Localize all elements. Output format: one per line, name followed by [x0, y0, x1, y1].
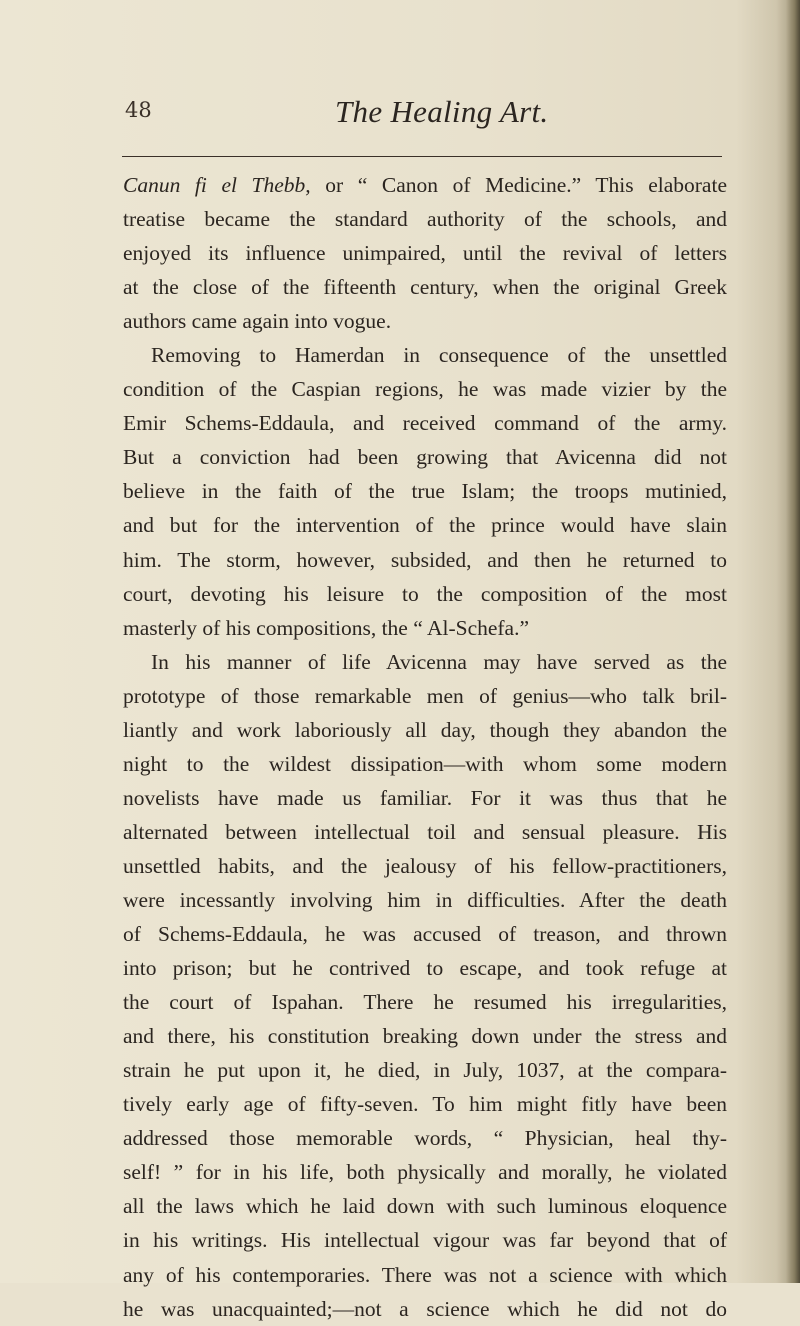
text-line [123, 508, 727, 542]
text-line [123, 1019, 727, 1053]
line-text: condition of the Caspian regions, he was made vizier by the [123, 377, 727, 402]
line-text: enjoyed its influence unimpaired, until the revival of letters [123, 241, 727, 266]
text-line [123, 338, 727, 372]
text-line [123, 577, 727, 611]
text-line [123, 168, 727, 202]
line-text: of Schems-Eddaula, he was accused of treason, and thrown [123, 922, 727, 947]
line-text: him. The storm, however, subsided, and then he returned to [123, 547, 727, 572]
text-line [123, 440, 727, 474]
text-line [123, 236, 727, 270]
text-line [123, 1223, 727, 1257]
text-line [123, 406, 727, 440]
text-line [123, 679, 727, 713]
text-line [123, 917, 727, 951]
text-line [123, 474, 727, 508]
italic-title: Canun fi el Thebb, [123, 173, 311, 197]
line-text: masterly of his compositions, the “ Al-Schefa.” [123, 615, 530, 640]
line-text: any of his contemporaries. There was not a science with which [123, 1262, 727, 1287]
line-text: in his writings. His intellectual vigour was far beyond that of [123, 1228, 727, 1253]
line-text: believe in the faith of the true Islam; the troops mutinied, [123, 479, 727, 504]
line-text: and but for the intervention of the prince would have slain [123, 513, 727, 538]
text-line [123, 883, 727, 917]
line-text: into prison; but he contrived to escape, and took refuge at [123, 956, 727, 981]
text-line [123, 713, 727, 747]
text-line [123, 849, 727, 883]
line-text: Emir Schems-Eddaula, and received command of the army. [123, 411, 727, 436]
line-text: treatise became the standard authority of the schools, and [123, 207, 727, 232]
text-line [123, 1189, 727, 1223]
text-line [123, 781, 727, 815]
line-text: strain he put upon it, he died, in July, 1037, at the compara- [123, 1058, 727, 1083]
line-text: liantly and work laboriously all day, though they abandon the [123, 717, 727, 742]
text-line [123, 815, 727, 849]
text-line [123, 372, 727, 406]
line-text: or “ Canon of Medicine.” This elaborate [310, 173, 727, 197]
line-text: prototype of those remarkable men of genius—who talk bril- [123, 683, 727, 708]
text-line [123, 645, 727, 679]
text-line [123, 951, 727, 985]
text-line [123, 1258, 727, 1292]
text-line [123, 270, 727, 304]
line-text: unsettled habits, and the jealousy of his fellow-practitioners, [123, 853, 727, 878]
text-line [123, 1121, 727, 1155]
text-line [123, 611, 727, 645]
text-line [123, 1087, 727, 1121]
line-text: night to the wildest dissipation—with whom some modern [123, 751, 727, 776]
page-header [125, 94, 725, 138]
line-text: tively early age of fifty-seven. To him might fitly have been [123, 1092, 727, 1117]
line-text: addressed those memorable words, “ Physician, heal thy- [123, 1126, 727, 1151]
header-rule [122, 156, 722, 157]
text-line [123, 1053, 727, 1087]
running-title: The Healing Art. [335, 94, 549, 129]
text-line [123, 985, 727, 1019]
page-number: 48 [125, 98, 152, 122]
line-text: In his manner of life Avicenna may have served as the [151, 649, 727, 674]
line-text: self! ” for in his life, both physically and morally, he violated [123, 1160, 727, 1185]
body-text [123, 168, 727, 1326]
line-text: alternated between intellectual toil and sensual pleasure. His [123, 819, 727, 844]
line-text: Removing to Hamerdan in consequence of the unsettled [151, 343, 727, 368]
line-text: the court of Ispahan. There he resumed his irregularities, [123, 990, 727, 1015]
text-line [123, 304, 727, 338]
line-text: at the close of the fifteenth century, when the original Greek [123, 275, 727, 300]
text-line [123, 1292, 727, 1326]
text-line [123, 543, 727, 577]
line-text: But a conviction had been growing that Avicenna did not [123, 445, 727, 470]
text-line [123, 1155, 727, 1189]
line-text: and there, his constitution breaking down under the stress and [123, 1024, 727, 1049]
line-text: were incessantly involving him in difficulties. After the death [123, 887, 727, 912]
text-line [123, 747, 727, 781]
line-text: authors came again into vogue. [123, 309, 392, 334]
page-edge-shadow [786, 0, 800, 1283]
text-line [123, 202, 727, 236]
line-text: court, devoting his leisure to the composition of the most [123, 581, 727, 606]
line-text: he was unacquainted;—not a science which he did not do [123, 1296, 727, 1321]
line-text: novelists have made us familiar. For it was thus that he [123, 785, 727, 810]
line-text: all the laws which he laid down with such luminous eloquence [123, 1194, 727, 1219]
